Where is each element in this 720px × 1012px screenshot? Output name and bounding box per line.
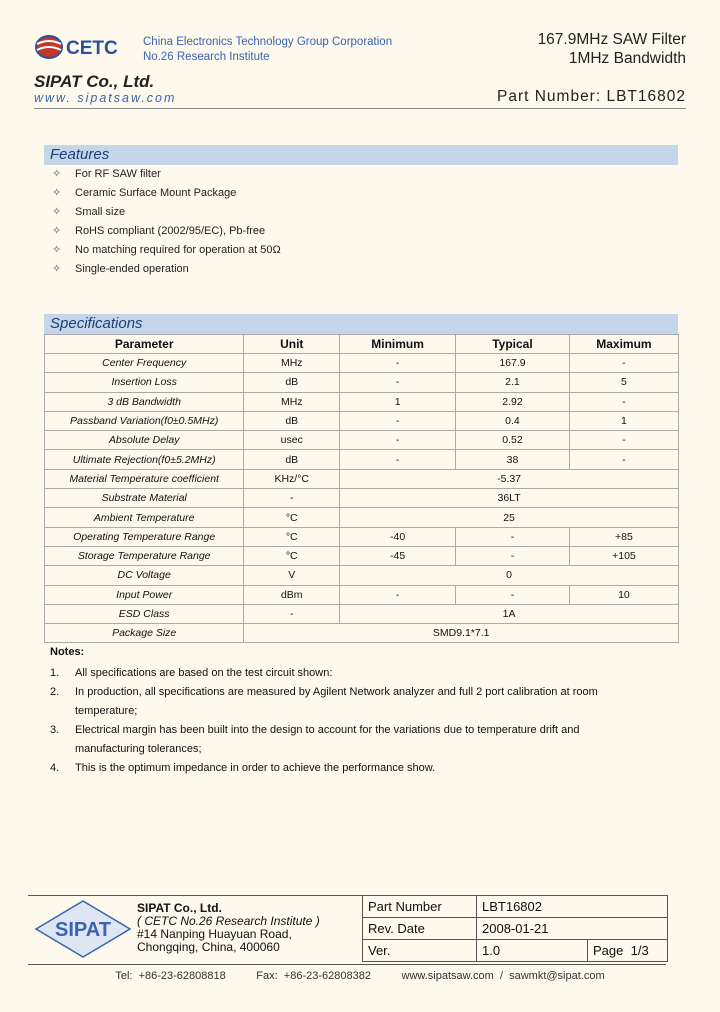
table-cell: DC Voltage [45,566,244,585]
table-cell: °C [244,527,340,546]
footer-contact: Tel: +86-23-62808818 Fax: +86-23-62808382 www.sipatsaw.com / sawmkt@sipat.com [115,970,605,982]
table-cell: - [340,585,456,604]
table-cell: Insertion Loss [45,373,244,392]
table-cell: - [340,450,456,469]
footer-company [137,902,320,954]
title-line2: 1MHz Bandwidth [568,50,686,67]
table-row [45,527,679,546]
page-value: 1/3 [630,943,649,958]
table-cell: 36LT [340,489,679,508]
bullet-icon: ✧ [52,206,62,218]
feature-item [52,205,125,218]
table-cell: -40 [340,527,456,546]
header-divider [34,108,686,109]
table-cell: 10 [569,585,678,604]
note-text: This is the optimum impedance in order to achieve the performance show. [75,762,436,774]
column-header: Unit [244,335,340,354]
feature-text: Small size [75,206,126,218]
table-cell: dB [244,450,340,469]
table-cell: - [569,392,678,411]
page-info [588,940,668,962]
table-cell: Center Frequency [45,354,244,373]
table-cell: 0.52 [456,431,570,450]
table-cell: dB [244,411,340,430]
feature-item [52,243,281,256]
note-text: In production, all specifications are measured by Agilent Network analyzer and full 2 port calibration at room temperature; [75,686,598,717]
footer-address2: Chongqing, China, 400060 [137,940,280,954]
table-cell: - [340,431,456,450]
table-cell: Ambient Temperature [45,508,244,527]
column-header: Minimum [340,335,456,354]
part-number-label: Part Number [363,896,477,918]
note-number: 3. [50,724,60,736]
table-cell: 167.9 [456,354,570,373]
column-header: Parameter [45,335,244,354]
notes-heading: Notes: [50,646,85,658]
part-number: Part Number: LBT16802 [496,88,686,105]
table-cell: 5 [569,373,678,392]
features-heading: Features [44,145,678,165]
table-cell: usec [244,431,340,450]
rev-date-label: Rev. Date [363,918,477,940]
cetc-logo-text: CETC [66,38,118,59]
table-cell: °C [244,508,340,527]
table-cell: Input Power [45,585,244,604]
table-cell: ESD Class [45,604,244,623]
title-line1: 167.9MHz SAW Filter [537,31,686,48]
table-cell: 2.92 [456,392,570,411]
table-row [45,392,679,411]
company-name: SIPAT Co., Ltd. [34,72,155,91]
table-header-row [45,335,679,354]
note-number: 4. [50,762,60,774]
feature-text: No matching required for operation at 50Ω [75,244,281,256]
table-row [45,354,679,373]
footer-institute: ( CETC No.26 Research Institute ) [137,914,320,928]
note-item [50,759,650,778]
bullet-icon: ✧ [52,225,62,237]
table-cell: MHz [244,354,340,373]
table-cell: 0.4 [456,411,570,430]
feature-item [52,186,236,199]
table-cell: Passband Variation(f0±0.5MHz) [45,411,244,430]
table-cell: 1 [569,411,678,430]
table-cell: dBm [244,585,340,604]
table-cell: Material Temperature coefficient [45,469,244,488]
version-value: 1.0 [477,940,588,962]
table-cell: SMD9.1*7.1 [244,624,679,643]
table-cell: Storage Temperature Range [45,546,244,565]
table-cell: - [456,527,570,546]
table-cell: - [456,546,570,565]
table-cell: Absolute Delay [45,431,244,450]
table-row [45,604,679,623]
table-cell: +85 [569,527,678,546]
website-link[interactable]: www. sipatsaw.com [34,91,177,105]
table-cell: 2.1 [456,373,570,392]
bullet-icon: ✧ [52,168,62,180]
version-label: Ver. [363,940,477,962]
bullet-icon: ✧ [52,244,62,256]
table-row [45,373,679,392]
document-info-table [362,895,668,962]
table-row [45,566,679,585]
table-cell: - [340,354,456,373]
rev-date-value: 2008-01-21 [477,918,668,940]
footer-address1: #14 Nanping Huayuan Road, [137,927,292,941]
feature-item [52,262,189,275]
table-row [45,585,679,604]
feature-text: Single-ended operation [75,263,189,275]
org-line2: No.26 Research Institute [143,51,270,63]
table-cell: Package Size [45,624,244,643]
page-label: Page [593,943,624,958]
table-row [45,450,679,469]
column-header: Typical [456,335,570,354]
column-header: Maximum [569,335,678,354]
sipat-logo [34,899,132,959]
table-cell: - [569,450,678,469]
table-cell: - [340,411,456,430]
note-text: All specifications are based on the test circuit shown: [75,667,333,679]
footer-company-name: SIPAT Co., Ltd. [137,901,222,915]
note-text: Electrical margin has been built into the design to account for the variations due to temperature drift and manufacturing tolerances; [75,724,580,755]
feature-text: For RF SAW filter [75,168,161,180]
product-title [538,30,686,68]
part-number-value: LBT16802 [477,896,668,918]
table-cell: 3 dB Bandwidth [45,392,244,411]
table-cell: °C [244,546,340,565]
feature-text: RoHS compliant (2002/95/EC), Pb-free [75,225,266,237]
table-row [45,489,679,508]
specifications-heading: Specifications [44,314,678,334]
note-number: 2. [50,686,60,698]
table-cell: KHz/°C [244,469,340,488]
cetc-logo [34,32,134,62]
feature-item [52,224,265,237]
org-line1: China Electronics Technology Group Corporation [143,36,393,48]
table-cell: -5.37 [340,469,679,488]
table-cell: - [244,489,340,508]
table-row [45,431,679,450]
note-item [50,683,650,721]
table-cell: 25 [340,508,679,527]
note-number: 1. [50,667,60,679]
table-cell: dB [244,373,340,392]
table-cell: 1 [340,392,456,411]
table-cell: 0 [340,566,679,585]
feature-text: Ceramic Surface Mount Package [75,187,237,199]
table-row [45,469,679,488]
note-item [50,721,650,759]
table-cell: V [244,566,340,585]
table-cell: -45 [340,546,456,565]
specifications-table [44,334,679,643]
note-item [50,664,650,683]
table-cell: - [456,585,570,604]
table-row [45,546,679,565]
table-cell: - [340,373,456,392]
table-cell: 1A [340,604,679,623]
table-row [45,411,679,430]
organization [143,35,392,65]
table-cell: - [569,431,678,450]
table-cell: Substrate Material [45,489,244,508]
bullet-icon: ✧ [52,187,62,199]
table-cell: +105 [569,546,678,565]
table-cell: 38 [456,450,570,469]
table-cell: - [244,604,340,623]
table-cell: Operating Temperature Range [45,527,244,546]
table-cell: Ultimate Rejection(f0±5.2MHz) [45,450,244,469]
table-cell: MHz [244,392,340,411]
feature-item [52,167,161,180]
table-cell: - [569,354,678,373]
bullet-icon: ✧ [52,263,62,275]
table-row [45,624,679,643]
sipat-logo-text: SIPAT [55,919,111,941]
table-row [45,508,679,527]
